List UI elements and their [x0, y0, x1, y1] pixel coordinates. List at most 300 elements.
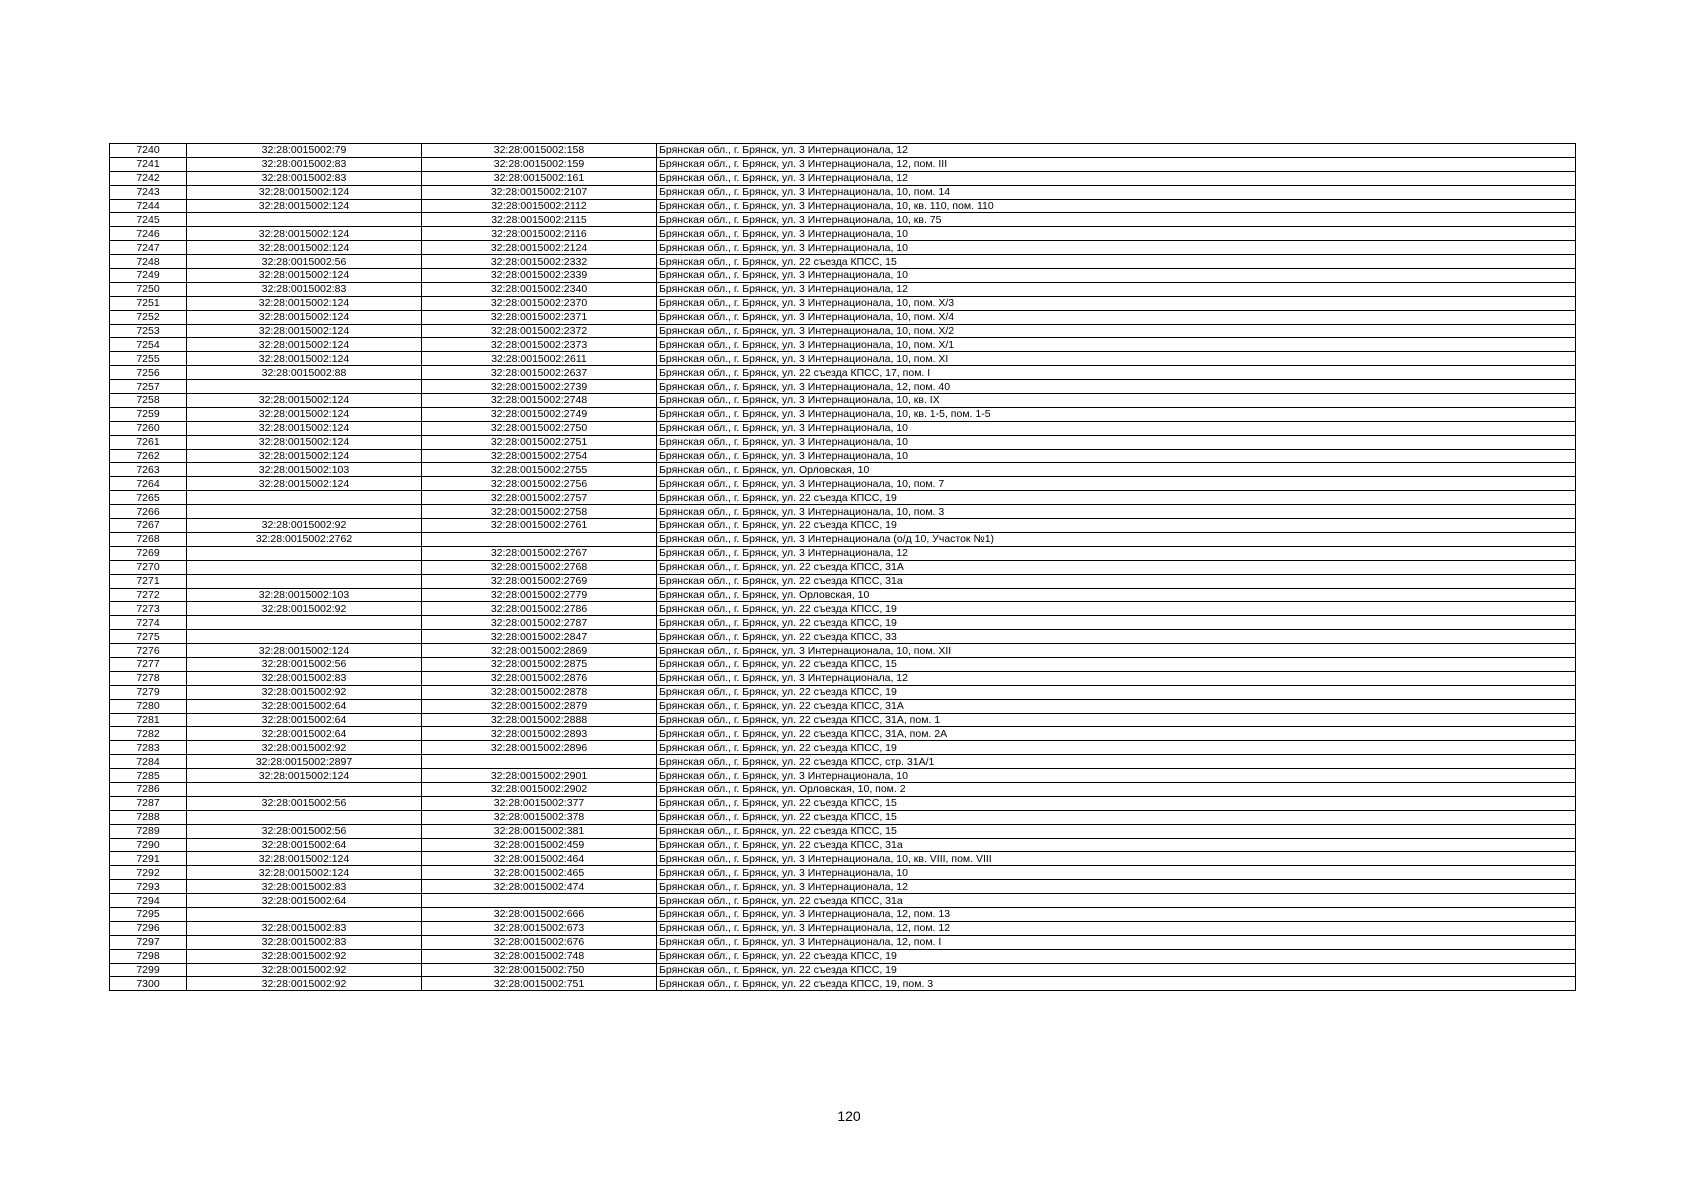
table-row — [110, 685, 1576, 699]
parent-cadastral-number-cell: 32:28:0015002:92 — [187, 602, 422, 616]
parent-cadastral-number-cell: 32:28:0015002:83 — [187, 671, 422, 685]
cadastral-number-cell: 32:28:0015002:748 — [422, 949, 657, 963]
table-row — [110, 144, 1576, 158]
table-row — [110, 838, 1576, 852]
table-row — [110, 157, 1576, 171]
row-number-cell: 7261 — [110, 435, 187, 449]
parent-cadastral-number-cell: 32:28:0015002:124 — [187, 435, 422, 449]
cadastral-number-cell: 32:28:0015002:2754 — [422, 449, 657, 463]
table-row — [110, 519, 1576, 533]
row-number-cell: 7240 — [110, 144, 187, 158]
cadastral-number-cell: 32:28:0015002:158 — [422, 144, 657, 158]
parent-cadastral-number-cell: 32:28:0015002:83 — [187, 880, 422, 894]
cadastral-number-cell: 32:28:0015002:676 — [422, 935, 657, 949]
cadastral-number-cell: 32:28:0015002:378 — [422, 810, 657, 824]
row-number-cell: 7262 — [110, 449, 187, 463]
row-number-cell: 7245 — [110, 213, 187, 227]
address-cell: Брянская обл., г. Брянск, ул. 22 съезда КПСС, стр. 31А/1 — [657, 755, 1576, 769]
address-cell: Брянская обл., г. Брянск, ул. 22 съезда КПСС, 31А — [657, 560, 1576, 574]
parent-cadastral-number-cell: 32:28:0015002:56 — [187, 657, 422, 671]
cadastral-number-cell — [422, 532, 657, 546]
table-row — [110, 741, 1576, 755]
row-number-cell: 7285 — [110, 769, 187, 783]
table-row — [110, 880, 1576, 894]
table-row — [110, 171, 1576, 185]
cadastral-number-cell: 32:28:0015002:2112 — [422, 199, 657, 213]
address-cell: Брянская обл., г. Брянск, ул. 3 Интернационала, 10, кв. 110, пом. 110 — [657, 199, 1576, 213]
row-number-cell: 7256 — [110, 366, 187, 380]
table-row — [110, 713, 1576, 727]
parent-cadastral-number-cell: 32:28:0015002:124 — [187, 644, 422, 658]
parent-cadastral-number-cell — [187, 574, 422, 588]
row-number-cell: 7268 — [110, 532, 187, 546]
cadastral-number-cell: 32:28:0015002:2876 — [422, 671, 657, 685]
row-number-cell: 7249 — [110, 269, 187, 283]
row-number-cell: 7266 — [110, 505, 187, 519]
address-cell: Брянская обл., г. Брянск, ул. 3 Интернационала, 10, кв. 75 — [657, 213, 1576, 227]
cadastral-number-cell: 32:28:0015002:2371 — [422, 310, 657, 324]
cadastral-number-cell: 32:28:0015002:2768 — [422, 560, 657, 574]
address-cell: Брянская обл., г. Брянск, ул. 3 Интернационала, 10, пом. X/2 — [657, 324, 1576, 338]
row-number-cell: 7253 — [110, 324, 187, 338]
parent-cadastral-number-cell: 32:28:0015002:124 — [187, 477, 422, 491]
cadastral-number-cell: 32:28:0015002:2758 — [422, 505, 657, 519]
table-row — [110, 671, 1576, 685]
table-row — [110, 227, 1576, 241]
address-cell: Брянская обл., г. Брянск, ул. 3 Интернационала, 10, пом. XI — [657, 352, 1576, 366]
cadastral-number-cell: 32:28:0015002:2748 — [422, 394, 657, 408]
row-number-cell: 7292 — [110, 866, 187, 880]
table-row — [110, 241, 1576, 255]
cadastral-number-cell: 32:28:0015002:2879 — [422, 699, 657, 713]
parent-cadastral-number-cell: 32:28:0015002:83 — [187, 921, 422, 935]
address-cell: Брянская обл., г. Брянск, ул. 22 съезда КПСС, 19 — [657, 602, 1576, 616]
parent-cadastral-number-cell — [187, 505, 422, 519]
address-cell: Брянская обл., г. Брянск, ул. 22 съезда КПСС, 15 — [657, 796, 1576, 810]
table-row — [110, 282, 1576, 296]
table-row — [110, 394, 1576, 408]
table-row — [110, 255, 1576, 269]
table-row — [110, 894, 1576, 908]
cadastral-number-cell: 32:28:0015002:2875 — [422, 657, 657, 671]
row-number-cell: 7269 — [110, 546, 187, 560]
address-cell: Брянская обл., г. Брянск, ул. 3 Интернационала, 12, пом. III — [657, 157, 1576, 171]
cadastral-number-cell: 32:28:0015002:751 — [422, 977, 657, 991]
address-cell: Брянская обл., г. Брянск, ул. 22 съезда КПСС, 19 — [657, 685, 1576, 699]
cadastral-number-cell: 32:28:0015002:2756 — [422, 477, 657, 491]
parent-cadastral-number-cell: 32:28:0015002:103 — [187, 463, 422, 477]
parent-cadastral-number-cell: 32:28:0015002:88 — [187, 366, 422, 380]
cadastral-number-cell: 32:28:0015002:2779 — [422, 588, 657, 602]
address-cell: Брянская обл., г. Брянск, ул. 3 Интернационала, 10 — [657, 269, 1576, 283]
cadastral-number-cell: 32:28:0015002:2767 — [422, 546, 657, 560]
table-row — [110, 630, 1576, 644]
parent-cadastral-number-cell: 32:28:0015002:124 — [187, 296, 422, 310]
parent-cadastral-number-cell — [187, 616, 422, 630]
cadastral-number-cell: 32:28:0015002:2339 — [422, 269, 657, 283]
address-cell: Брянская обл., г. Брянск, ул. 3 Интернационала, 10, кв. VIII, пом. VIII — [657, 852, 1576, 866]
parent-cadastral-number-cell: 32:28:0015002:64 — [187, 727, 422, 741]
cadastral-number-cell: 32:28:0015002:2902 — [422, 782, 657, 796]
parent-cadastral-number-cell: 32:28:0015002:124 — [187, 769, 422, 783]
cadastral-number-cell: 32:28:0015002:474 — [422, 880, 657, 894]
address-cell: Брянская обл., г. Брянск, ул. 3 Интернационала, 10, пом. 3 — [657, 505, 1576, 519]
table-row — [110, 755, 1576, 769]
table-row — [110, 727, 1576, 741]
cadastral-number-cell: 32:28:0015002:2847 — [422, 630, 657, 644]
cadastral-number-cell: 32:28:0015002:2611 — [422, 352, 657, 366]
row-number-cell: 7252 — [110, 310, 187, 324]
row-number-cell: 7257 — [110, 380, 187, 394]
row-number-cell: 7241 — [110, 157, 187, 171]
cadastral-number-cell: 32:28:0015002:2893 — [422, 727, 657, 741]
row-number-cell: 7260 — [110, 421, 187, 435]
row-number-cell: 7279 — [110, 685, 187, 699]
cadastral-number-cell: 32:28:0015002:2888 — [422, 713, 657, 727]
address-cell: Брянская обл., г. Брянск, ул. 22 съезда КПСС, 31а — [657, 574, 1576, 588]
parent-cadastral-number-cell: 32:28:0015002:92 — [187, 519, 422, 533]
parent-cadastral-number-cell — [187, 907, 422, 921]
parent-cadastral-number-cell: 32:28:0015002:83 — [187, 171, 422, 185]
cadastral-number-cell: 32:28:0015002:2124 — [422, 241, 657, 255]
address-cell: Брянская обл., г. Брянск, ул. 3 Интернационала, 10 — [657, 769, 1576, 783]
table-row — [110, 449, 1576, 463]
address-cell: Брянская обл., г. Брянск, ул. 22 съезда КПСС, 33 — [657, 630, 1576, 644]
table-row — [110, 324, 1576, 338]
cadastral-number-cell: 32:28:0015002:2786 — [422, 602, 657, 616]
parent-cadastral-number-cell: 32:28:0015002:124 — [187, 352, 422, 366]
row-number-cell: 7274 — [110, 616, 187, 630]
row-number-cell: 7290 — [110, 838, 187, 852]
cadastral-number-cell: 32:28:0015002:2751 — [422, 435, 657, 449]
cadastral-number-cell: 32:28:0015002:2637 — [422, 366, 657, 380]
parent-cadastral-number-cell: 32:28:0015002:56 — [187, 255, 422, 269]
table-row — [110, 491, 1576, 505]
row-number-cell: 7254 — [110, 338, 187, 352]
parent-cadastral-number-cell: 32:28:0015002:64 — [187, 894, 422, 908]
row-number-cell: 7282 — [110, 727, 187, 741]
parent-cadastral-number-cell: 32:28:0015002:64 — [187, 713, 422, 727]
address-cell: Брянская обл., г. Брянск, ул. 3 Интернационала, 12, пом. 40 — [657, 380, 1576, 394]
cadastral-number-cell: 32:28:0015002:750 — [422, 963, 657, 977]
address-cell: Брянская обл., г. Брянск, ул. 22 съезда КПСС, 15 — [657, 255, 1576, 269]
cadastral-number-cell: 32:28:0015002:2332 — [422, 255, 657, 269]
row-number-cell: 7278 — [110, 671, 187, 685]
parent-cadastral-number-cell: 32:28:0015002:92 — [187, 685, 422, 699]
table-row — [110, 532, 1576, 546]
cadastral-number-cell: 32:28:0015002:159 — [422, 157, 657, 171]
address-cell: Брянская обл., г. Брянск, ул. 3 Интернационала, 12, пом. I — [657, 935, 1576, 949]
table-row — [110, 421, 1576, 435]
parent-cadastral-number-cell: 32:28:0015002:124 — [187, 185, 422, 199]
parent-cadastral-number-cell: 32:28:0015002:92 — [187, 949, 422, 963]
cadastral-number-cell: 32:28:0015002:2340 — [422, 282, 657, 296]
row-number-cell: 7289 — [110, 824, 187, 838]
address-cell: Брянская обл., г. Брянск, ул. 3 Интернационала, 10 — [657, 449, 1576, 463]
cadastral-number-cell: 32:28:0015002:2761 — [422, 519, 657, 533]
row-number-cell: 7255 — [110, 352, 187, 366]
address-cell: Брянская обл., г. Брянск, ул. 3 Интернационала, 10 — [657, 241, 1576, 255]
cadastral-number-cell: 32:28:0015002:2750 — [422, 421, 657, 435]
table-row — [110, 644, 1576, 658]
cadastral-number-cell: 32:28:0015002:2755 — [422, 463, 657, 477]
cadastral-number-cell: 32:28:0015002:2107 — [422, 185, 657, 199]
cadastral-number-cell: 32:28:0015002:2869 — [422, 644, 657, 658]
parent-cadastral-number-cell: 32:28:0015002:92 — [187, 963, 422, 977]
address-cell: Брянская обл., г. Брянск, ул. 22 съезда КПСС, 31а — [657, 838, 1576, 852]
cadastral-number-cell: 32:28:0015002:673 — [422, 921, 657, 935]
table-row — [110, 477, 1576, 491]
address-cell: Брянская обл., г. Брянск, ул. 22 съезда КПСС, 15 — [657, 657, 1576, 671]
table-row — [110, 602, 1576, 616]
address-cell: Брянская обл., г. Брянск, ул. 22 съезда КПСС, 19 — [657, 491, 1576, 505]
table-row — [110, 574, 1576, 588]
address-cell: Брянская обл., г. Брянск, ул. 3 Интернационала, 12, пом. 12 — [657, 921, 1576, 935]
parent-cadastral-number-cell — [187, 630, 422, 644]
address-cell: Брянская обл., г. Брянск, ул. 3 Интернационала, 10 — [657, 227, 1576, 241]
address-cell: Брянская обл., г. Брянск, ул. 3 Интернационала, 10, пом. 14 — [657, 185, 1576, 199]
parent-cadastral-number-cell: 32:28:0015002:2897 — [187, 755, 422, 769]
row-number-cell: 7299 — [110, 963, 187, 977]
row-number-cell: 7287 — [110, 796, 187, 810]
parent-cadastral-number-cell: 32:28:0015002:124 — [187, 866, 422, 880]
table-row — [110, 185, 1576, 199]
row-number-cell: 7284 — [110, 755, 187, 769]
address-cell: Брянская обл., г. Брянск, ул. 3 Интернационала, 12 — [657, 546, 1576, 560]
row-number-cell: 7248 — [110, 255, 187, 269]
row-number-cell: 7267 — [110, 519, 187, 533]
row-number-cell: 7300 — [110, 977, 187, 991]
row-number-cell: 7283 — [110, 741, 187, 755]
table-row — [110, 505, 1576, 519]
row-number-cell: 7271 — [110, 574, 187, 588]
cadastral-number-cell: 32:28:0015002:2739 — [422, 380, 657, 394]
table-row — [110, 588, 1576, 602]
cadastral-number-cell: 32:28:0015002:2749 — [422, 407, 657, 421]
table-row — [110, 769, 1576, 783]
row-number-cell: 7263 — [110, 463, 187, 477]
table-row — [110, 435, 1576, 449]
row-number-cell: 7243 — [110, 185, 187, 199]
parent-cadastral-number-cell: 32:28:0015002:124 — [187, 449, 422, 463]
table-row — [110, 310, 1576, 324]
cadastral-number-cell: 32:28:0015002:161 — [422, 171, 657, 185]
table-row — [110, 782, 1576, 796]
page-number: 120 — [837, 1108, 861, 1124]
table-row — [110, 352, 1576, 366]
parent-cadastral-number-cell: 32:28:0015002:124 — [187, 852, 422, 866]
address-cell: Брянская обл., г. Брянск, ул. 22 съезда КПСС, 15 — [657, 824, 1576, 838]
table-row — [110, 824, 1576, 838]
parent-cadastral-number-cell: 32:28:0015002:103 — [187, 588, 422, 602]
address-cell: Брянская обл., г. Брянск, ул. 3 Интернационала, 10, пом. XII — [657, 644, 1576, 658]
table-row — [110, 866, 1576, 880]
address-cell: Брянская обл., г. Брянск, ул. 22 съезда КПСС, 19, пом. 3 — [657, 977, 1576, 991]
cadastral-number-cell — [422, 755, 657, 769]
address-cell: Брянская обл., г. Брянск, ул. 3 Интернационала, 10, кв. IX — [657, 394, 1576, 408]
cadastral-number-cell: 32:28:0015002:377 — [422, 796, 657, 810]
address-cell: Брянская обл., г. Брянск, ул. 22 съезда КПСС, 15 — [657, 810, 1576, 824]
row-number-cell: 7286 — [110, 782, 187, 796]
address-cell: Брянская обл., г. Брянск, ул. 22 съезда КПСС, 19 — [657, 519, 1576, 533]
address-cell: Брянская обл., г. Брянск, ул. 22 съезда КПСС, 31А, пом. 2А — [657, 727, 1576, 741]
address-cell: Брянская обл., г. Брянск, ул. 3 Интернационала, 12, пом. 13 — [657, 907, 1576, 921]
cadastral-number-cell: 32:28:0015002:2370 — [422, 296, 657, 310]
row-number-cell: 7258 — [110, 394, 187, 408]
table-row — [110, 699, 1576, 713]
table-row — [110, 616, 1576, 630]
row-number-cell: 7293 — [110, 880, 187, 894]
parent-cadastral-number-cell — [187, 213, 422, 227]
parent-cadastral-number-cell: 32:28:0015002:124 — [187, 241, 422, 255]
address-cell: Брянская обл., г. Брянск, ул. 3 Интернационала, 12 — [657, 144, 1576, 158]
address-cell: Брянская обл., г. Брянск, ул. 22 съезда КПСС, 19 — [657, 963, 1576, 977]
parent-cadastral-number-cell: 32:28:0015002:92 — [187, 741, 422, 755]
parent-cadastral-number-cell: 32:28:0015002:124 — [187, 407, 422, 421]
parent-cadastral-number-cell: 32:28:0015002:64 — [187, 838, 422, 852]
row-number-cell: 7275 — [110, 630, 187, 644]
row-number-cell: 7265 — [110, 491, 187, 505]
row-number-cell: 7246 — [110, 227, 187, 241]
address-cell: Брянская обл., г. Брянск, ул. 22 съезда КПСС, 19 — [657, 949, 1576, 963]
table-row — [110, 963, 1576, 977]
table-row — [110, 546, 1576, 560]
address-cell: Брянская обл., г. Брянск, ул. 3 Интернационала, 10, кв. 1-5, пом. 1-5 — [657, 407, 1576, 421]
parent-cadastral-number-cell: 32:28:0015002:2762 — [187, 532, 422, 546]
table-row — [110, 907, 1576, 921]
row-number-cell: 7296 — [110, 921, 187, 935]
parent-cadastral-number-cell — [187, 380, 422, 394]
parent-cadastral-number-cell: 32:28:0015002:124 — [187, 324, 422, 338]
cadastral-number-cell: 32:28:0015002:2373 — [422, 338, 657, 352]
cadastral-number-cell: 32:28:0015002:2787 — [422, 616, 657, 630]
parent-cadastral-number-cell: 32:28:0015002:124 — [187, 269, 422, 283]
parent-cadastral-number-cell — [187, 491, 422, 505]
cadastral-number-cell: 32:28:0015002:2115 — [422, 213, 657, 227]
address-cell: Брянская обл., г. Брянск, ул. 22 съезда КПСС, 19 — [657, 616, 1576, 630]
parent-cadastral-number-cell: 32:28:0015002:83 — [187, 282, 422, 296]
parent-cadastral-number-cell: 32:28:0015002:56 — [187, 796, 422, 810]
row-number-cell: 7273 — [110, 602, 187, 616]
cadastral-number-cell: 32:28:0015002:2901 — [422, 769, 657, 783]
row-number-cell: 7242 — [110, 171, 187, 185]
address-cell: Брянская обл., г. Брянск, ул. 3 Интернационала, 10, пом. X/1 — [657, 338, 1576, 352]
records-table — [109, 143, 1576, 991]
address-cell: Брянская обл., г. Брянск, ул. 3 Интернационала, 10, пом. X/3 — [657, 296, 1576, 310]
address-cell: Брянская обл., г. Брянск, ул. 22 съезда КПСС, 19 — [657, 741, 1576, 755]
table-row — [110, 796, 1576, 810]
row-number-cell: 7297 — [110, 935, 187, 949]
row-number-cell: 7270 — [110, 560, 187, 574]
address-cell: Брянская обл., г. Брянск, ул. 22 съезда КПСС, 17, пом. I — [657, 366, 1576, 380]
cadastral-number-cell: 32:28:0015002:465 — [422, 866, 657, 880]
row-number-cell: 7259 — [110, 407, 187, 421]
table-row — [110, 560, 1576, 574]
row-number-cell: 7291 — [110, 852, 187, 866]
address-cell: Брянская обл., г. Брянск, ул. Орловская, 10 — [657, 588, 1576, 602]
address-cell: Брянская обл., г. Брянск, ул. 22 съезда КПСС, 31А, пом. 1 — [657, 713, 1576, 727]
table-row — [110, 463, 1576, 477]
address-cell: Брянская обл., г. Брянск, ул. Орловская, 10, пом. 2 — [657, 782, 1576, 796]
parent-cadastral-number-cell — [187, 810, 422, 824]
row-number-cell: 7264 — [110, 477, 187, 491]
table-row — [110, 852, 1576, 866]
cadastral-number-cell: 32:28:0015002:2116 — [422, 227, 657, 241]
address-cell: Брянская обл., г. Брянск, ул. 3 Интернационала, 10 — [657, 435, 1576, 449]
parent-cadastral-number-cell: 32:28:0015002:56 — [187, 824, 422, 838]
table-row — [110, 213, 1576, 227]
table-row — [110, 657, 1576, 671]
parent-cadastral-number-cell: 32:28:0015002:64 — [187, 699, 422, 713]
cadastral-number-cell: 32:28:0015002:2769 — [422, 574, 657, 588]
table-row — [110, 338, 1576, 352]
address-cell: Брянская обл., г. Брянск, ул. 3 Интернационала, 12 — [657, 282, 1576, 296]
table-row — [110, 935, 1576, 949]
cadastral-number-cell: 32:28:0015002:666 — [422, 907, 657, 921]
address-cell: Брянская обл., г. Брянск, ул. 3 Интернационала, 10 — [657, 866, 1576, 880]
address-cell: Брянская обл., г. Брянск, ул. 3 Интернационала, 10 — [657, 421, 1576, 435]
parent-cadastral-number-cell: 32:28:0015002:124 — [187, 394, 422, 408]
row-number-cell: 7250 — [110, 282, 187, 296]
table-row — [110, 810, 1576, 824]
row-number-cell: 7251 — [110, 296, 187, 310]
table-row — [110, 977, 1576, 991]
row-number-cell: 7244 — [110, 199, 187, 213]
parent-cadastral-number-cell: 32:28:0015002:92 — [187, 977, 422, 991]
parent-cadastral-number-cell: 32:28:0015002:124 — [187, 421, 422, 435]
row-number-cell: 7276 — [110, 644, 187, 658]
parent-cadastral-number-cell: 32:28:0015002:83 — [187, 935, 422, 949]
address-cell: Брянская обл., г. Брянск, ул. Орловская, 10 — [657, 463, 1576, 477]
address-cell: Брянская обл., г. Брянск, ул. 3 Интернационала, 12 — [657, 671, 1576, 685]
table-row — [110, 949, 1576, 963]
parent-cadastral-number-cell: 32:28:0015002:83 — [187, 157, 422, 171]
parent-cadastral-number-cell — [187, 546, 422, 560]
parent-cadastral-number-cell: 32:28:0015002:124 — [187, 338, 422, 352]
row-number-cell: 7294 — [110, 894, 187, 908]
cadastral-number-cell: 32:28:0015002:464 — [422, 852, 657, 866]
parent-cadastral-number-cell — [187, 560, 422, 574]
parent-cadastral-number-cell: 32:28:0015002:79 — [187, 144, 422, 158]
address-cell: Брянская обл., г. Брянск, ул. 3 Интернационала, 10, пом. X/4 — [657, 310, 1576, 324]
address-cell: Брянская обл., г. Брянск, ул. 3 Интернационала (о/д 10, Участок №1) — [657, 532, 1576, 546]
table-row — [110, 366, 1576, 380]
cadastral-number-cell: 32:28:0015002:381 — [422, 824, 657, 838]
cadastral-number-cell: 32:28:0015002:2878 — [422, 685, 657, 699]
row-number-cell: 7281 — [110, 713, 187, 727]
cadastral-number-cell: 32:28:0015002:2372 — [422, 324, 657, 338]
row-number-cell: 7288 — [110, 810, 187, 824]
row-number-cell: 7277 — [110, 657, 187, 671]
address-cell: Брянская обл., г. Брянск, ул. 3 Интернационала, 12 — [657, 880, 1576, 894]
address-cell: Брянская обл., г. Брянск, ул. 3 Интернационала, 12 — [657, 171, 1576, 185]
cadastral-number-cell — [422, 894, 657, 908]
cadastral-number-cell: 32:28:0015002:2757 — [422, 491, 657, 505]
address-cell: Брянская обл., г. Брянск, ул. 22 съезда КПСС, 31а — [657, 894, 1576, 908]
address-cell: Брянская обл., г. Брянск, ул. 3 Интернационала, 10, пом. 7 — [657, 477, 1576, 491]
parent-cadastral-number-cell: 32:28:0015002:124 — [187, 310, 422, 324]
row-number-cell: 7295 — [110, 907, 187, 921]
parent-cadastral-number-cell — [187, 782, 422, 796]
table-row — [110, 296, 1576, 310]
row-number-cell: 7247 — [110, 241, 187, 255]
row-number-cell: 7272 — [110, 588, 187, 602]
cadastral-number-cell: 32:28:0015002:459 — [422, 838, 657, 852]
row-number-cell: 7298 — [110, 949, 187, 963]
address-cell: Брянская обл., г. Брянск, ул. 22 съезда КПСС, 31А — [657, 699, 1576, 713]
table-row — [110, 269, 1576, 283]
cadastral-number-cell: 32:28:0015002:2896 — [422, 741, 657, 755]
